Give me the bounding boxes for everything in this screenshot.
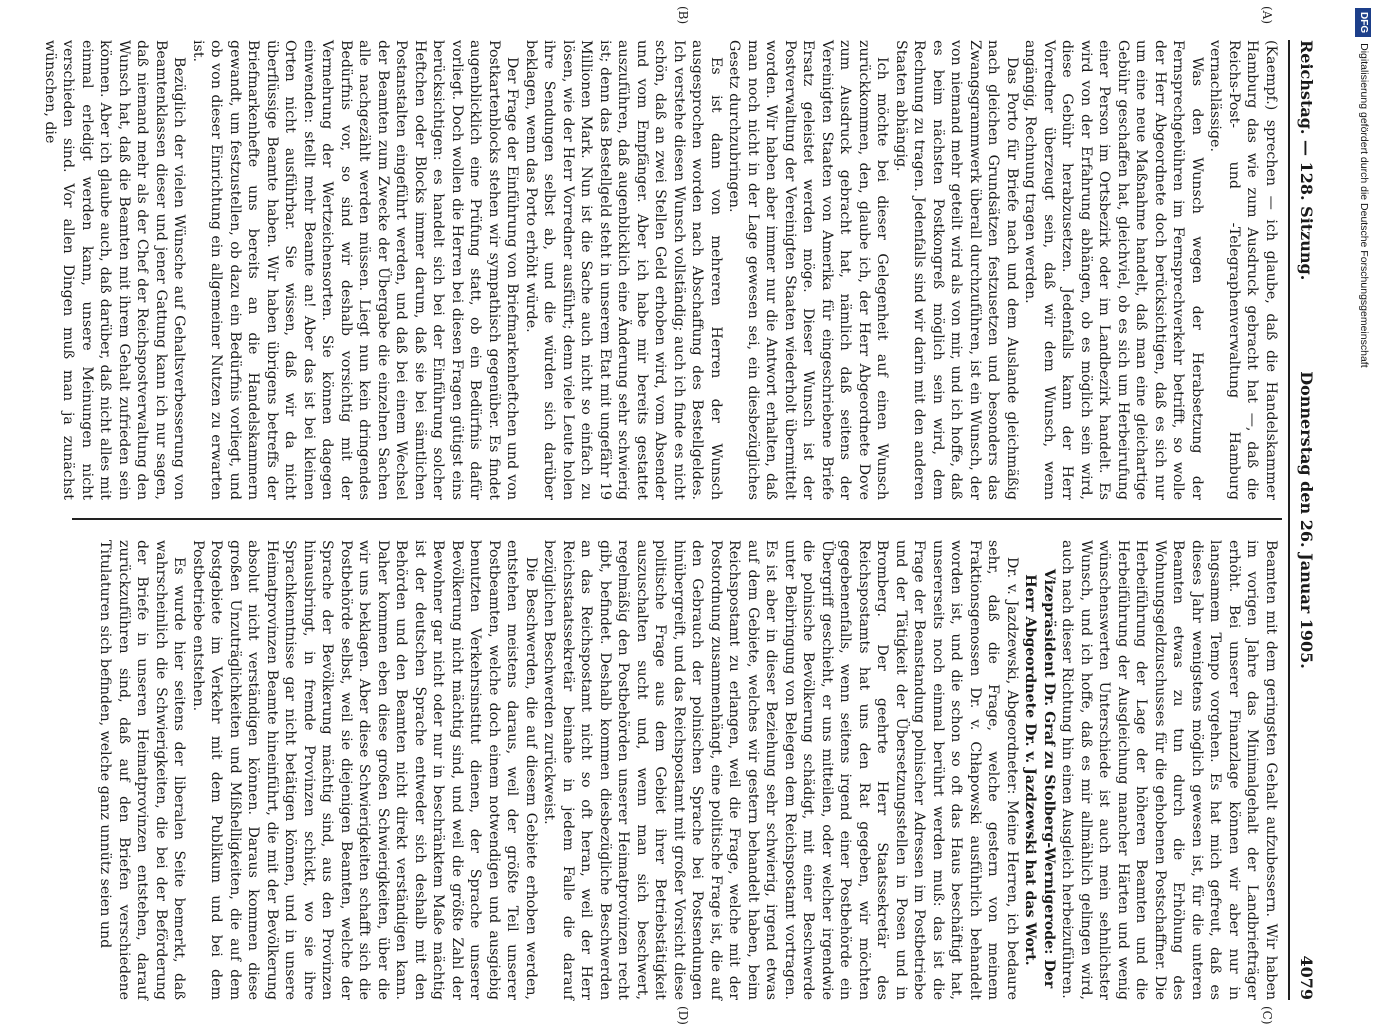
header-rule xyxy=(1288,40,1290,1000)
paragraph: Es wurde hier seitens der liberalen Seite bemerkt, daß wahrscheinlich die Schwierigkeiten, die bei der Beförderung der Briefe in unseren Heimatprovinzen entstehen, darauf zurückzuführen sind, daß auf den Briefen verschiedene Titulaturen sich befinden, welche ganz unnütz seien und xyxy=(97,540,188,1000)
funding-text: Digitalisierung gefördert durch die Deutsche Forschungsgemeinschaft xyxy=(1358,43,1370,368)
column-divider xyxy=(72,518,1282,520)
paragraph: Die Beschwerden, die auf diesem Gebiete erhoben werden, entstehen meistens daraus, weil der größte Teil unserer Postbeamten, welche doch einem notwendigen und ausgiebig benutzten Verkehrsinstitut dienen, der Sprache unserer Bevölkerung nicht mächtig sind, und weil die größte Zahl der Bewohner gar nicht oder nur in beschränktem Maße mächtig ist der deutschen Sprache entweder sich deshalb mit den Behörden und den Beamten nicht direkt verständigen kann. Daher kommen eben diese großen Schwierigkeiten, über die wir uns beklagen. Aber diese Schwierigkeiten schafft sich die Postbehörde selbst, weil sie diejenigen Beamten, welche der Sprache der Bevölkerung mächtig sind, aus den Provinzen hinausbringt, in fremde Provinzen schickt, wo sie ihre Sprachkenntnisse gar nicht betätigen können, und in unsere Heimatprovinzen Beamte hineinführt, die mit der Bevölkerung absolut nicht verständigen können. Daraus kommen diese großen Unzuträglichkeiten und Mißhelligkeiten, die auf dem Postgebiete im Verkehr mit dem Publikum und bei dem Postbetriebe entstehen. xyxy=(190,540,539,1000)
header-left: Reichstag. — 128. Sitzung. xyxy=(1297,40,1316,281)
paragraph: Bezüglich der vielen Wünsche auf Gehaltsverbesserung von Beamtenklassen dieser und jener Gattung kann ich nur sagen, daß niemand mehr als der Chef der Reichspostverwaltung den Wunsch hat, daß die Beamten mit ihrem Gehalt zufrieden sein können. Aber ich glaube auch, daß darüber, daß nicht alles mit einmal erledigt werden kann, unsere Meinungen nicht verschieden sind. Vor allen Dingen muß man ja zunächst wünschen, die xyxy=(42,40,188,500)
dfg-logo: DFG xyxy=(1355,8,1371,37)
left-column xyxy=(42,40,1280,500)
paragraph: Beamten mit dem geringsten Gehalt aufzubessern. Wir haben im vorigen Jahre das Minimalgehalt der Landbriefträger erhöht. Bei unserer Finanzlage können wir aber nur in langsamem Tempo vorgehen. Es hat mich gefreut, daß es dieses Jahr wenigstens möglich gewesen ist, für die unteren Beamten etwas zu tun durch die Erhöhung des Wohnungsgeldzuschusses für die gehobenen Postschaffner. Die Herbeiführung der Lage der höheren Beamten und die Herbeiführung der Ausgleichung mancher Härten und wenig wünschenswerten Unterschiede ist auch mein sehnlichster Wunsch, und ich hoffe, daß es mir allmählich gelingen wird, auch nach dieser Richtung hin einen Ausgleich herbeizuführen. xyxy=(1059,540,1279,1000)
margin-marker-a: (A) xyxy=(1260,6,1274,25)
paragraph: Ich möchte bei dieser Gelegenheit auf einen Wunsch zurückkommen, den, glaube ich, der Herr Abgeordnete Dove zum Ausdruck gebracht hat, nämlich daß seitens der Vereinigten Staaten von Amerika für eingeschriebene Briefe Ersatz geleistet werden möge. Dieser Wunsch ist der Postverwaltung der Vereinigten Staaten wiederholt übermittelt worden. Wir haben aber immer nur die Antwort erhalten, daß man noch nicht in der Lage gewesen sei, ein diesbezügliches Gesetz durchzubringen. xyxy=(726,40,891,500)
paragraph: Was den Wunsch wegen der Herabsetzung der Fernsprechgebühren im Fernsprechverkehr betrifft, so wolle der Herr Abgeordnete doch berücksichtigen, daß es sich nur um eine neue Maßnahme handelt, daß man eine gleichartige Gebühr geschaffen hat, gleichviel, ob es sich um Herbeirufung einer Person im Ortsbezirk oder im Landbezirk handelt. Es wird von der Erfahrung abhängen, ob es möglich sein wird, diese Gebühr herabzusetzen. Jedenfalls kann der Herr Vorredner überzeugt sein, daß wir dem Wunsch, wenn angängig, Rechnung tragen werden. xyxy=(1022,40,1205,500)
speaker-heading: Vizepräsident Dr. Graf zu Stolberg-Wernigerode: Der Herr Abgeordnete Dr. v. Jazdzewski hat das Wort. xyxy=(1022,568,1057,989)
scanned-page xyxy=(42,6,1330,1025)
paragraph: (Kaempf.) sprechen — ich glaube, daß die Handelskammer Hamburg das wie zum Ausdruck gebracht hat —, daß die Reichs-Post- und -Telegraphenverwaltung Hamburg vernachlässige. xyxy=(1207,40,1279,500)
page-header xyxy=(1290,40,1330,1000)
margin-marker-c: (C) xyxy=(1260,1006,1274,1025)
header-date: Donnerstag den 26. Januar 1905. xyxy=(1297,371,1316,669)
paragraph: Das Porto für Briefe nach und dem Auslande gleichmäßig nach gleichen Grundsätzen festzusetzen und besonders das Zwangsgrammwerk überall durchzuführen, ist ein Wunsch, der von niemand mehr geteilt wird als von mir, und ich hoffe, daß es beim nächsten Postkongreß möglich sein wird, dem Rechnung zu tragen. Jedenfalls sind wir darin mit den anderen Staaten abhängig. xyxy=(893,40,1020,500)
paragraph: Es ist dann von mehreren Herren der Wunsch ausgesprochen worden nach Abschaffung des Bestellgeldes. Ich verstehe diesen Wunsch vollständig; auch ich finde es nicht schön, daß an zwei Stellen Geld erhoben wird, vom Absender und vom Empfänger. Aber ich habe mir bereits gestattet auszuführen, daß augenblicklich eine Änderung sehr schwierig ist; denn das Bestellgeld steht in unserem Etat mit ungefähr 19 Millionen Mark. Nun ist die Sache auch nicht so einfach zu lösen, wie der Herr Vorredner ausführt; denn viele Leute holen ihre Sendungen selbst ab, und die würden sich darüber beklagen, wenn das Porto erhöht würde. xyxy=(523,40,724,500)
margin-marker-d: (D) xyxy=(676,1006,690,1025)
funding-note xyxy=(1352,8,1376,698)
margin-marker-b: (B) xyxy=(676,6,690,25)
paragraph: Der Frage der Einführung von Briefmarkenheftchen und von Postkartenblocks stehen wir sympathisch gegenüber. Es findet augenblicklich eine Prüfung statt, ob ein Bedürfnis dafür vorliegt. Doch wollen die Herren bei diesen Fragen gütigst eins berücksichtigen: es handelt sich bei der Einführung solcher Heftchen oder Blocks immer darum, daß sie bei sämtlichen Postanstalten eingeführt werden, und daß bei einem Wechsel der Beamten zum Zwecke der Übergabe die einzelnen Sachen alle nachgezählt werden müssen. Liegt nun kein dringendes Bedürfnis vor, so sind wir deshalb vorsichtig mit der Vermehrung der Wertzeichensorten. Sie können dagegen einwenden: stellt mehr Beamte an! Aber das ist bei kleinen Orten nicht ausführbar. Sie wissen, daß wir da nicht überflüssige Beamte haben. Wir haben übrigens betreffs der Briefmarkenhefte uns bereits an die Handelskammern gewandt, um festzustellen, ob dazu ein Bedürfnis vorliegt, und ob von dieser Einrichtung ein allgemeiner Nutzen zu erwarten ist. xyxy=(190,40,521,500)
paragraph: Dr. v. Jazdzewski, Abgeordneter: Meine Herren, ich bedaure sehr, daß die Frage, welche gestern von meinem Fraktionsgenossen Dr. v. Chłapowski ausführlich behandelt worden ist, und die schon so oft das Haus beschäftigt hat, unsererseits noch einmal berührt werden muß: das ist die Frage der Beanstandung polnischer Adressen im Postbetriebe und der Tätigkeit der Übersetzungsstellen in Posen und in Bromberg. Der geehrte Herr Staatssekretär des Reichspostamts hat uns den Rat gegeben, wir möchten gegebenenfalls, wenn seitens irgend einer Postbehörde ein Übergriff geschieht, er uns mitteilen, oder welcher irgendwie die polnische Bevölkerung schädigt, mit einer Beschwerde unter Beibringung von Belegen dem Reichspostamt vortragen. Es ist aber in dieser Beziehung sehr schwierig, irgend etwas auf dem Gebiete, welches wir gestern behandelt haben, beim Reichspostamt zu erlangen, weil die Frage, welche mit der Postordnung zusammenhängt, eine politische Frage ist, die auf den Gebrauch der polnischen Sprache bei Postsendungen hinübergreift, und das Reichspostamt mit großer Vorsicht diese politische Frage aus dem Gebiet ihrer Betriebstätigkeit auszuschalten sucht und, wenn man sich beschwert, regelmäßig den Postbehörden unserer Heimatprovinzen recht gibt, befindet. Deshalb kommen diesbezügliche Beschwerden an das Reichspostamt nicht so oft heran, weil der Herr Reichsstaatssekretär beinahe in jedem Falle die darauf bezüglichen Beschwerden zurückweist. xyxy=(541,540,1020,1000)
funding-sidebar xyxy=(1352,8,1376,698)
right-column xyxy=(80,540,1280,1000)
page-number: 4079 xyxy=(1297,955,1316,1000)
